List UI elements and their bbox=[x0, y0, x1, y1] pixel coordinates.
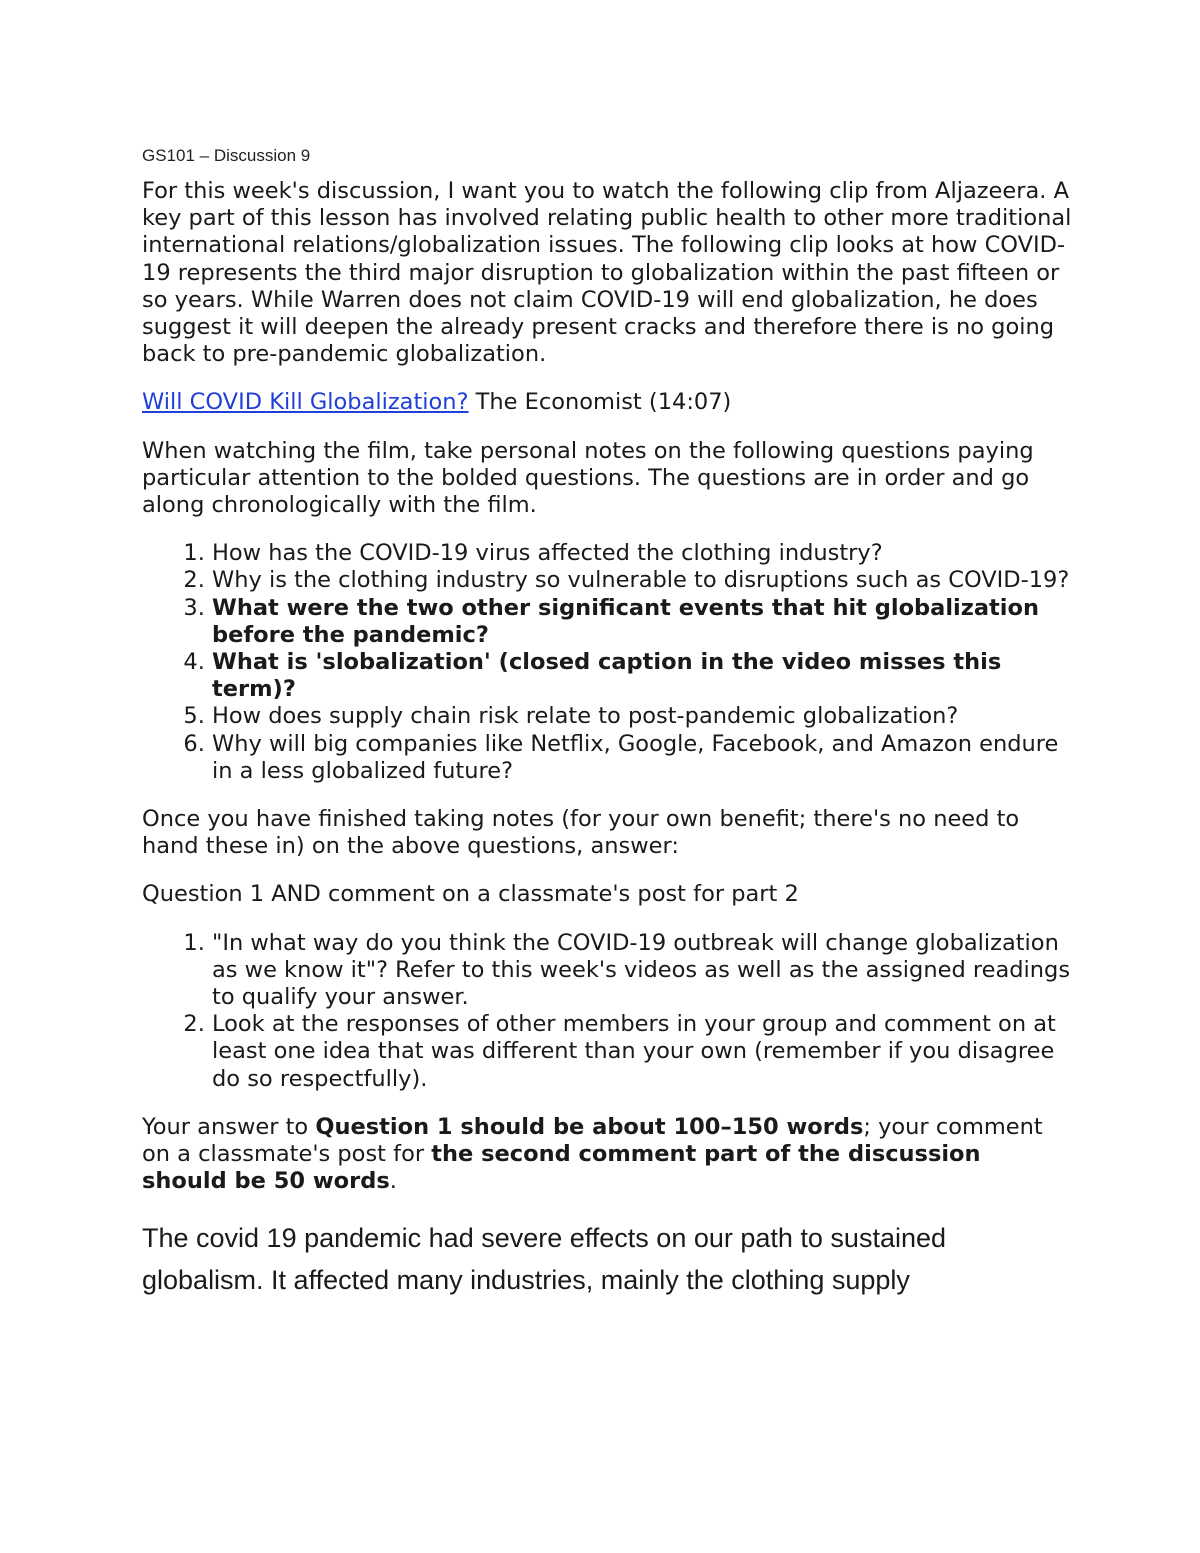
word-count-text: Your answer to bbox=[142, 1113, 316, 1140]
document-title: GS101 – Discussion 9 bbox=[142, 146, 311, 165]
word-count-bold: Question 1 should be about 100–150 words bbox=[315, 1113, 864, 1140]
list-item: 6. Why will big companies like Netflix, Google, Facebook, and Amazon endure in a less globalized future? bbox=[212, 731, 1072, 785]
word-count-text: . bbox=[389, 1168, 397, 1195]
list-item bbox=[212, 649, 1072, 703]
video-reference bbox=[142, 389, 1072, 416]
notes-instructions: When watching the film, take personal notes on the following questions paying particular attention to the bolded questions. The questions are in order and go along chronologically with the film. bbox=[142, 437, 1034, 519]
after-notes-paragraph: Once you have finished taking notes (for your own benefit; there's no need to hand these in) on the above questions, answer: bbox=[142, 806, 1020, 860]
student-answer: The covid 19 pandemic had severe effects on our path to sustained globalism. It affected many industries, mainly the clothing supply bbox=[142, 1222, 947, 1295]
video-source: The Economist (14:07) bbox=[468, 389, 732, 416]
word-count-text: ; your comment on a classmate's post for bbox=[142, 1113, 1043, 1168]
list-item: 1. How has the COVID-19 virus affected the clothing industry? bbox=[212, 540, 1072, 567]
film-question-list bbox=[142, 540, 1072, 785]
list-item: 2. Why is the clothing industry so vulnerable to disruptions such as COVID-19? bbox=[212, 567, 1072, 594]
bold-question: What is 'slobalization' (closed caption in the video misses this term)? bbox=[212, 649, 1002, 703]
list-item: 2. Look at the responses of other members in your group and comment on at least one idea that was different than your own (remember if you disagree do so respectfully). bbox=[212, 1011, 1072, 1093]
intro-paragraph: For this week's discussion, I want you to watch the following clip from Aljazeera. A key part of this lesson has involved relating public health to other more traditional international relations/globalization issues. The following clip looks at how COVID-19 represents the third major disruption to globalization within the past fifteen or so years. While Warren does not claim COVID-19 will end globalization, he does suggest it will deepen the already present cracks and therefore there is no going back to pre-pandemic globalization. bbox=[142, 178, 1072, 368]
document-page bbox=[142, 140, 1072, 1301]
task-list bbox=[142, 930, 1072, 1093]
word-count-requirements bbox=[142, 1114, 1072, 1196]
video-link[interactable]: Will COVID Kill Globalization? bbox=[142, 389, 469, 416]
bold-question: What were the two other significant events that hit globalization before the pandemic? bbox=[212, 594, 1039, 648]
list-item: 5. How does supply chain risk relate to post-pandemic globalization? bbox=[212, 703, 1072, 730]
word-count-bold: the second comment part of the discussion should be 50 words bbox=[142, 1141, 981, 1195]
list-item: 1. "In what way do you think the COVID-19 outbreak will change globalization as we know it"? Refer to this week's videos as well as the assigned readings to qualify your answer. bbox=[212, 930, 1072, 1012]
task-heading: Question 1 AND comment on a classmate's post for part 2 bbox=[142, 881, 799, 908]
list-item bbox=[212, 595, 1072, 649]
